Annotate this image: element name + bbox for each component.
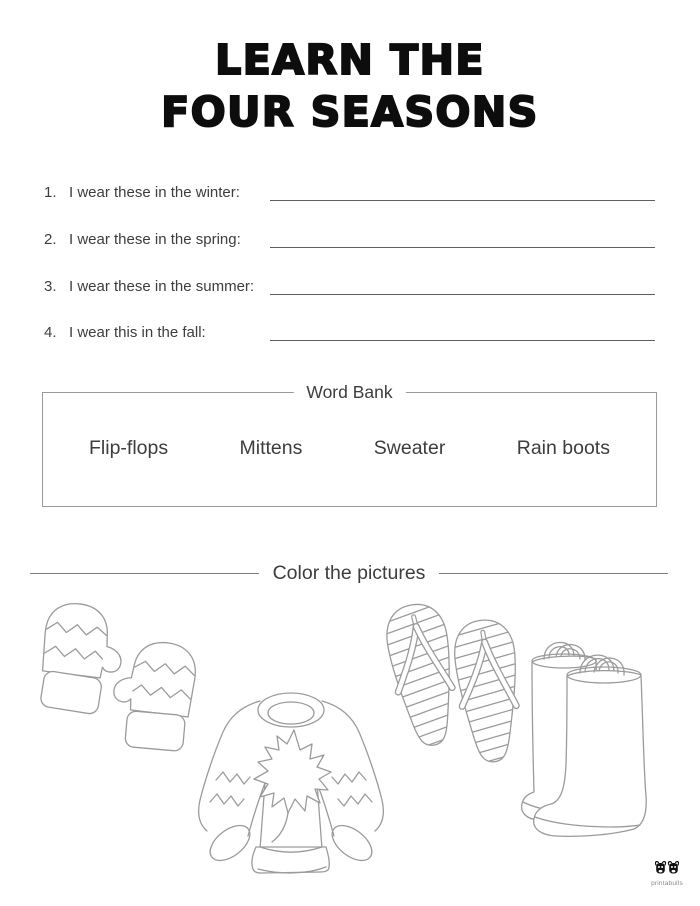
rain-boots-picture-icon	[518, 636, 686, 848]
question-row-fall	[44, 321, 655, 341]
word-bank-words	[43, 437, 656, 460]
brand-name: printabulls	[651, 880, 683, 887]
answer-blank-fall[interactable]	[270, 320, 655, 341]
word-bank-word-sweater: Sweater	[373, 437, 446, 459]
printabulls-bulls-icon	[655, 861, 679, 874]
question-row-winter	[44, 181, 655, 201]
answer-blank-summer[interactable]	[270, 274, 655, 295]
color-section-title: Color the pictures	[272, 562, 426, 584]
question-text: I wear these in the spring:	[69, 231, 241, 248]
question-number: 4.	[44, 324, 57, 341]
answer-blank-winter[interactable]	[270, 180, 655, 201]
sweater-picture-icon	[186, 686, 396, 876]
word-bank-word-flip-flops: Flip-flops	[89, 437, 169, 459]
question-text: I wear these in the winter:	[69, 184, 240, 201]
mittens-picture-icon	[25, 595, 210, 760]
flip-flops-picture-icon	[378, 588, 530, 760]
header-rule-left	[30, 573, 259, 574]
brand-logo	[642, 861, 692, 887]
question-row-spring	[44, 228, 655, 248]
question-number: 1.	[44, 184, 57, 201]
word-bank-title: Word Bank	[293, 382, 405, 403]
answer-blank-spring[interactable]	[270, 227, 655, 248]
word-bank-box	[42, 382, 657, 507]
word-bank-word-mittens: Mittens	[239, 437, 303, 459]
question-row-summer	[44, 275, 655, 295]
question-text: I wear this in the fall:	[69, 324, 206, 341]
header-rule-right	[439, 573, 668, 574]
page-title-line2: FOUR SEASONS	[161, 88, 539, 136]
word-bank-word-rain-boots: Rain boots	[516, 437, 610, 459]
question-text: I wear these in the summer:	[69, 278, 255, 295]
question-number: 3.	[44, 278, 57, 295]
page-title-line1: LEARN THE	[215, 36, 485, 84]
color-section-header	[30, 562, 668, 585]
page-title	[0, 34, 700, 138]
question-number: 2.	[44, 231, 57, 248]
